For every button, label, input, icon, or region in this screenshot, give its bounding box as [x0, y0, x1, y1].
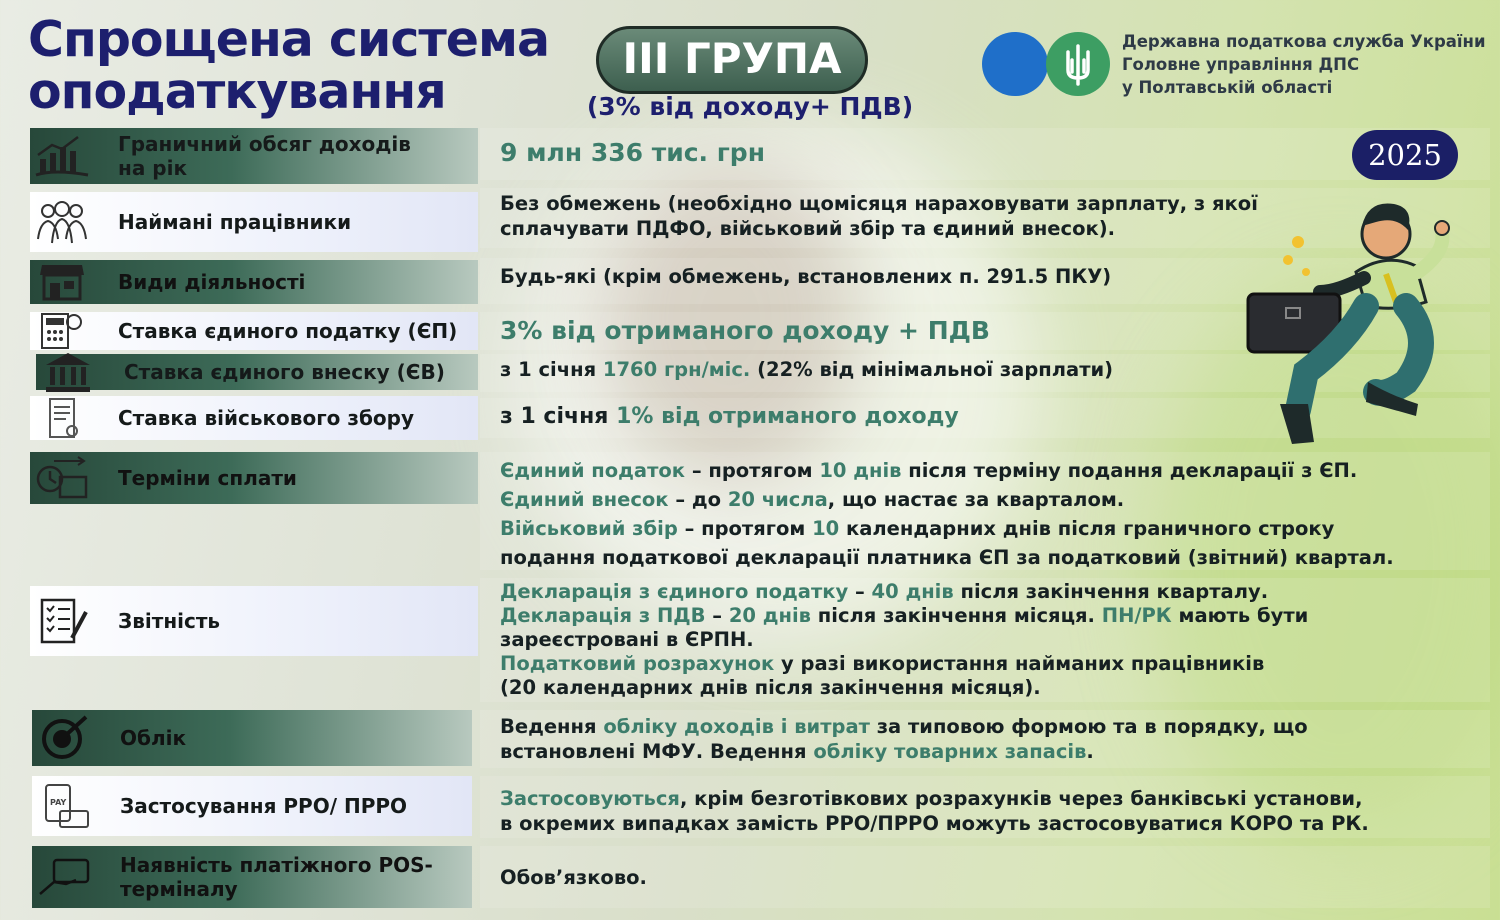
chart-growth-icon	[34, 133, 90, 179]
label-text: Види діяльності	[118, 270, 306, 294]
value-highlight: Єдиний податок	[500, 459, 686, 482]
label-text: Облік	[120, 726, 187, 750]
label-text: Ставка єдиного внеску (ЄВ)	[124, 360, 445, 384]
label-text: Наявність платіжного POS-	[120, 853, 433, 877]
value-highlight: Податковий розрахунок	[500, 652, 775, 675]
value-rro	[500, 786, 1369, 836]
value-text: з 1 січня	[500, 358, 603, 381]
value-text: .	[1086, 740, 1094, 763]
label-text: на рік	[118, 156, 188, 180]
svg-text:PAY: PAY	[50, 798, 67, 807]
label-accounting	[32, 710, 472, 766]
title-line-2: оподаткування	[28, 63, 446, 120]
value-highlight: Єдиний внесок	[500, 488, 669, 511]
value-line: подання податкової декларації платника ЄП за податковий (звітний) квартал.	[500, 546, 1394, 569]
org-line-2: Головне управління ДПС	[1122, 55, 1360, 74]
value-text: за типовою формою та в порядку, що	[869, 715, 1308, 738]
year-badge: 2025	[1352, 130, 1458, 180]
value-text: встановлені МФУ. Ведення	[500, 740, 814, 763]
employees-icon	[34, 199, 90, 245]
value-line	[500, 580, 1308, 604]
value-line: (20 календарних днів після закінчення місяця).	[500, 676, 1041, 699]
value-text: мають бути	[1171, 604, 1309, 627]
store-icon	[34, 259, 90, 305]
clock-calendar-icon	[34, 455, 90, 501]
label-pos	[32, 846, 472, 908]
value-text: Ведення	[500, 715, 604, 738]
value-highlight: обліку доходів і витрат	[603, 715, 870, 738]
value-accounting	[500, 714, 1308, 764]
value-highlight: 1% від отриманого доходу	[616, 404, 959, 429]
card-hand-icon	[36, 854, 92, 900]
value-esv	[500, 357, 1113, 382]
value-highlight: 1760 грн/міс.	[602, 358, 751, 381]
value-text: з 1 січня	[500, 404, 617, 429]
value-highlight: Застосовуються	[500, 787, 680, 810]
value-highlight: 20 числа	[727, 488, 828, 511]
label-income-limit	[30, 128, 478, 184]
value-line	[500, 485, 1394, 514]
value-text: у разі використання найманих працівників	[774, 652, 1265, 675]
group-subtitle: (3% від доходу+ ПДВ)	[586, 92, 914, 121]
label-activity	[30, 260, 478, 304]
value-text: , що настає за кварталом.	[827, 488, 1125, 511]
value-line: Без обмежень (необхідно щомісяця нараховувати зарплату, з якої	[500, 192, 1258, 215]
value-reporting	[500, 580, 1308, 700]
value-highlight: обліку товарних запасів	[813, 740, 1087, 763]
group-badge: III ГРУПА	[596, 26, 868, 94]
value-income-limit: 9 млн 336 тис. грн	[500, 138, 765, 167]
label-rro	[32, 776, 472, 836]
label-text: Граничний обсяг доходів	[118, 132, 411, 156]
value-text: , крім безготівкових розрахунків через банківські установи,	[679, 787, 1363, 810]
bank-icon	[40, 349, 96, 395]
label-text: Застосування РРО/ ПРРО	[120, 794, 408, 818]
value-highlight: 40 днів	[871, 580, 954, 603]
logo-trident-icon	[1046, 32, 1110, 96]
label-workers	[30, 192, 478, 252]
value-text: календарних днів після граничного строку	[839, 517, 1335, 540]
value-military	[500, 404, 959, 429]
label-text: Ставка військового збору	[118, 406, 415, 430]
value-activity: Будь-які (крім обмежень, встановлених п. 291.5 ПКУ)	[500, 265, 1112, 288]
label-tax-rate	[30, 312, 478, 350]
value-highlight: Декларація з єдиного податку	[500, 580, 849, 603]
label-text: терміналу	[120, 877, 238, 901]
value-highlight: 20 днів	[728, 604, 812, 627]
value-line: сплачувати ПДФО, військовий збір та єдиний внесок).	[500, 217, 1116, 240]
value-line	[500, 652, 1308, 676]
value-line	[500, 714, 1308, 739]
value-text: –	[705, 604, 729, 627]
value-payment-terms	[500, 456, 1394, 572]
value-line: в окремих випадках замість РРО/ПРРО можуть застосовуватися КОРО та РК.	[500, 812, 1369, 835]
org-line-3: у Полтавській області	[1122, 78, 1333, 97]
label-military	[30, 396, 478, 440]
page-title	[28, 11, 568, 120]
running-businessman-illustration	[1236, 182, 1476, 452]
label-text: Терміни сплати	[118, 466, 297, 490]
pay-terminal-icon	[36, 783, 92, 829]
value-text: після закінчення кварталу.	[953, 580, 1269, 603]
value-pos: Обов’язково.	[500, 866, 647, 889]
label-payment-terms	[30, 452, 478, 504]
value-text: після закінчення місяця.	[811, 604, 1102, 627]
value-line	[500, 739, 1308, 764]
value-text: – до	[668, 488, 728, 511]
value-line	[500, 456, 1394, 485]
label-esv	[36, 354, 478, 390]
value-text: після терміну подання декларації з ЄП.	[901, 459, 1358, 482]
label-reporting	[30, 586, 478, 656]
value-highlight: 10	[812, 517, 840, 540]
value-text: –	[848, 580, 872, 603]
value-highlight: Декларація з ПДВ	[500, 604, 706, 627]
logo-blue-circle	[982, 32, 1048, 96]
org-line-1: Державна податкова служба України	[1122, 32, 1486, 51]
value-line	[500, 604, 1308, 628]
value-text: (22% від мінімальної зарплати)	[750, 358, 1114, 381]
value-workers	[500, 191, 1258, 241]
value-text: – протягом	[685, 459, 820, 482]
value-text: – протягом	[677, 517, 813, 540]
value-highlight: 10 днів	[819, 459, 902, 482]
calculator-icon	[34, 308, 90, 354]
receipt-icon	[34, 395, 90, 441]
label-text: Звітність	[118, 609, 221, 633]
value-line	[500, 786, 1369, 811]
label-text: Ставка єдиного податку (ЄП)	[118, 319, 458, 343]
checklist-icon	[34, 598, 90, 644]
title-line-1: Спрощена система	[28, 11, 550, 68]
organization-name	[1122, 30, 1486, 99]
value-line: зареєстровані в ЄРПН.	[500, 628, 754, 651]
label-text: Наймані працівники	[118, 210, 352, 234]
value-highlight: Військовий збір	[500, 517, 678, 540]
value-highlight: ПН/РК	[1101, 604, 1172, 627]
value-tax-rate: 3% від отриманого доходу + ПДВ	[500, 316, 990, 345]
target-pencil-icon	[36, 715, 92, 761]
value-line	[500, 514, 1394, 543]
